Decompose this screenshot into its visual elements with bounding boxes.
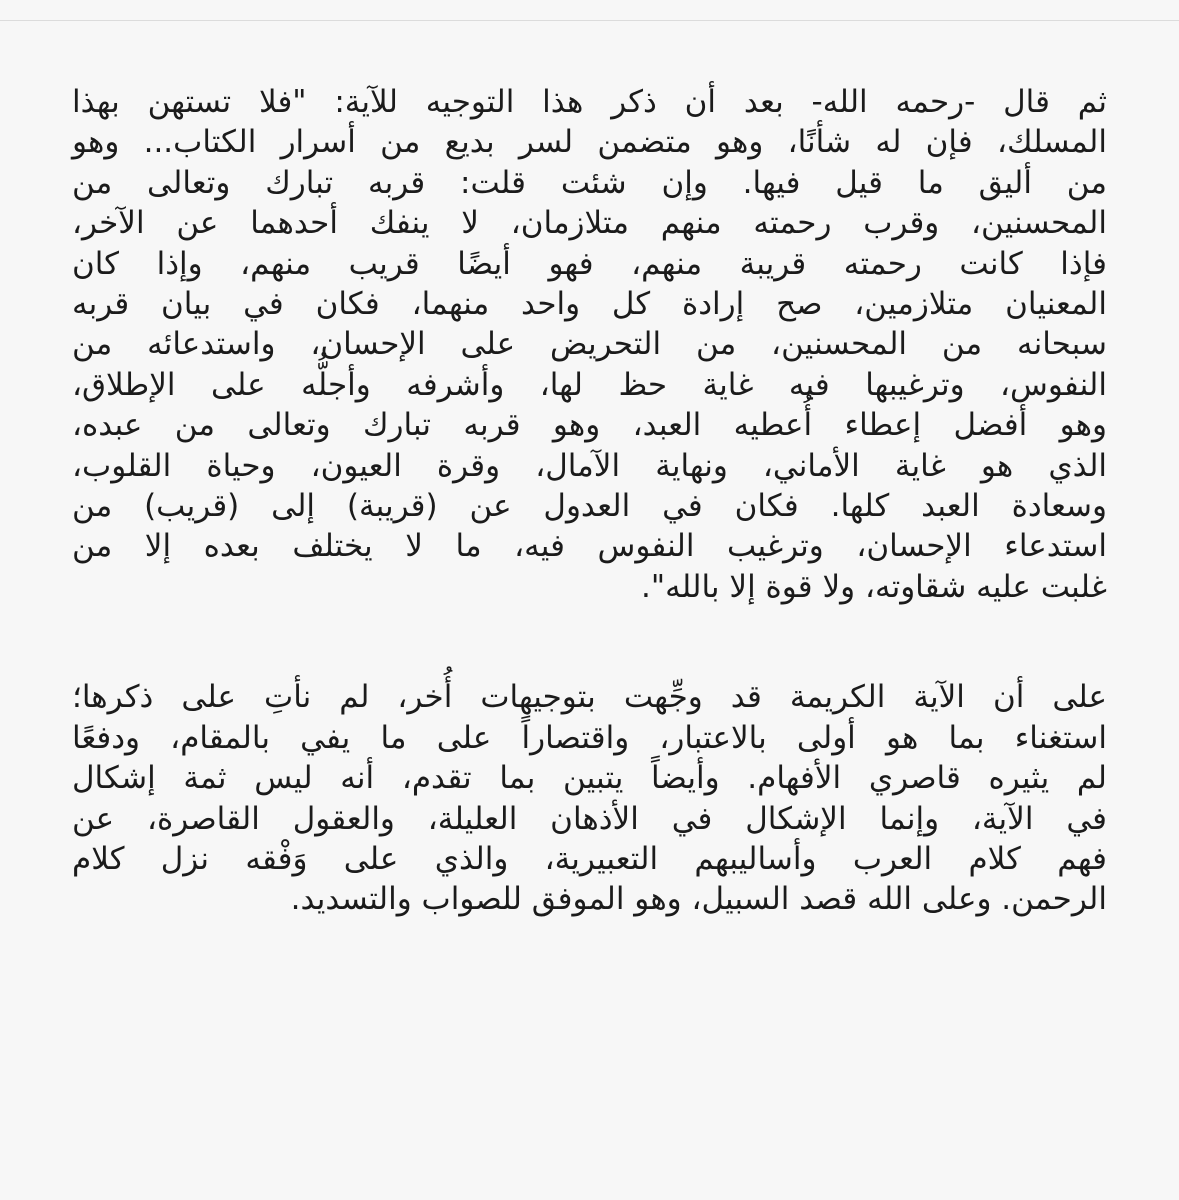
text-line: الذي هو غاية الأماني، ونهاية الآمال، وقرة العيون، وحياة القلوب، bbox=[72, 447, 1107, 484]
text-line: ثم قال -رحمه الله- بعد أن ذكر هذا التوجيه للآية: "فلا تستهن بهذا bbox=[72, 84, 1107, 120]
text-line: من أليق ما قيل فيها. وإن شئت قلت: قربه تبارك وتعالى من bbox=[72, 164, 1107, 201]
text-line: وهو أفضل إعطاء أُعطيه العبد، وهو قربه تبارك وتعالى من عبده، bbox=[72, 407, 1107, 444]
text-line: لم يثيره قاصري الأفهام. وأيضاً يتبين بما تقدم، أنه ليس ثمة إشكال bbox=[72, 760, 1107, 797]
text-line: وسعادة العبد كلها. فكان في العدول عن (قريبة) إلى (قريب) من bbox=[72, 488, 1107, 525]
text-line: المسلك، فإن له شأنًا، وهو متضمن لسر بديع من أسرار الكتاب... وهو bbox=[72, 124, 1107, 161]
text-line: الرحمن. وعلى الله قصد السبيل، وهو الموفق للصواب والتسديد. bbox=[290, 881, 1107, 918]
paragraph-spacer bbox=[72, 607, 1107, 677]
text-line: في الآية، وإنما الإشكال في الأذهان العليلة، والعقول القاصرة، عن bbox=[72, 800, 1107, 837]
paragraph-2 bbox=[72, 677, 1107, 919]
text-line: فهم كلام العرب وأساليبهم التعبيرية، والذي على وَفْقه نزل كلام bbox=[72, 840, 1107, 877]
top-divider bbox=[0, 0, 1179, 21]
text-line: استدعاء الإحسان، وترغيب النفوس فيه، ما لا يختلف بعده إلا من bbox=[72, 528, 1107, 565]
text-line: المعنيان متلازمين، صح إرادة كل واحد منهما، فكان في بيان قربه bbox=[72, 286, 1107, 323]
text-line: النفوس، وترغيبها فيه غاية حظ لها، وأشرفه وأجلُّه على الإطلاق، bbox=[72, 366, 1107, 403]
text-line: سبحانه من المحسنين، من التحريض على الإحسان، واستدعائه من bbox=[72, 326, 1107, 363]
text-line: المحسنين، وقرب رحمته منهم متلازمان، لا ينفك أحدهما عن الآخر، bbox=[72, 205, 1107, 242]
text-line: غلبت عليه شقاوته، ولا قوة إلا بالله". bbox=[641, 568, 1107, 605]
text-line: فإذا كانت رحمته قريبة منهم، فهو أيضًا قريب منهم، وإذا كان bbox=[72, 245, 1107, 282]
text-line: استغناء بما هو أولى بالاعتبار، واقتصاراً على ما يفي بالمقام، ودفعًا bbox=[72, 719, 1107, 756]
article-body bbox=[72, 82, 1107, 920]
paragraph-1 bbox=[72, 82, 1107, 607]
text-line: على أن الآية الكريمة قد وجِّهت بتوجيهات أُخر، لم نأتِ على ذكرها؛ bbox=[72, 679, 1107, 716]
